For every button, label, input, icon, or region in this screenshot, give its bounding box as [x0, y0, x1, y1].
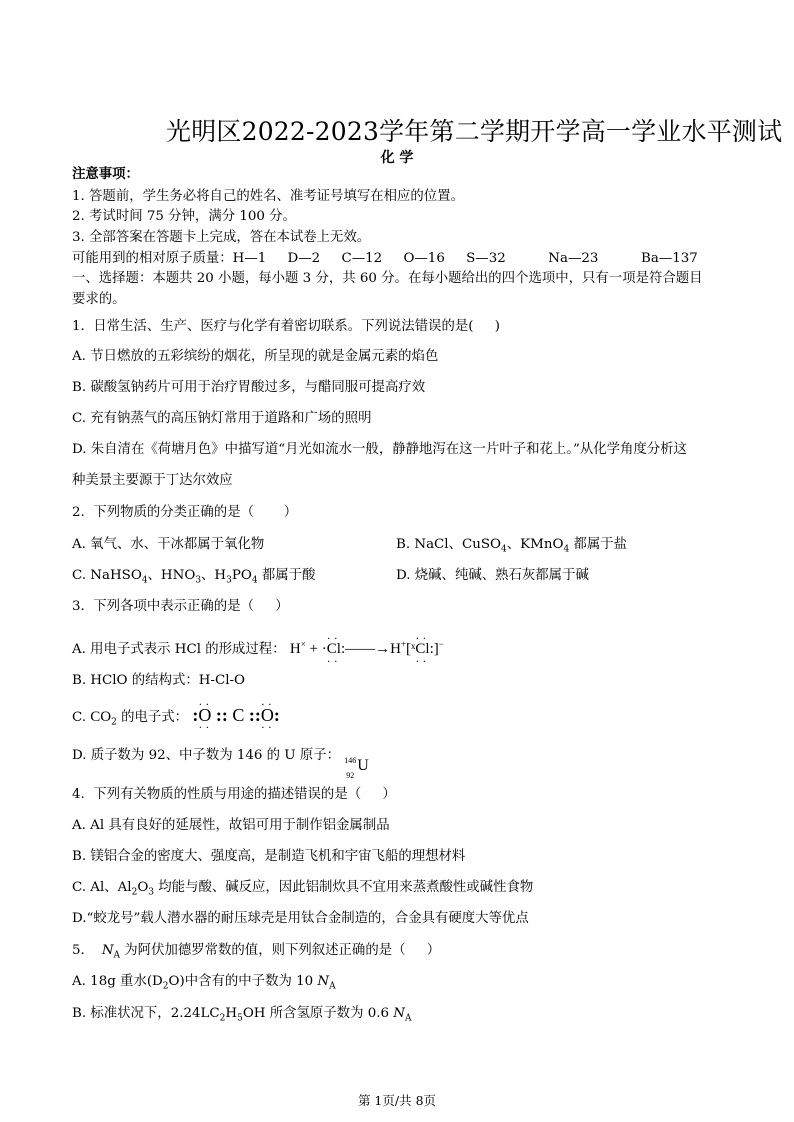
hcl-formation-equation: H× + ·· · Cl · ·:——→H+[ˣ· · Cl · ·:]− [290, 641, 444, 657]
co2-electron-formula: :· · O · · :: C ::· · O · ·: [192, 705, 280, 725]
question-5-option-a: A. 18g 重水$(D_2O)$中含有的中子数为 10 $N_A$ [72, 974, 336, 992]
question-1-option-b: B. 碳酸氢钠药片可用于治疗胃酸过多，与醋同服可提高疗效 [72, 380, 426, 395]
question-2-option-a: A. 氧气、水、干冰都属于氧化物 [72, 537, 265, 552]
question-1-option-d-cont: 种美景主要源于丁达尔效应 [72, 473, 233, 488]
question-2-option-d: D. 烧碱、纯碱、熟石灰都属于碱 [396, 568, 589, 583]
question-4-stem: 4. 下列有关物质的性质与用途的描述错误的是（ ） [72, 787, 396, 802]
question-3-option-c: C. $CO_2$ 的电子式： :· · O · · :: C ::· · O · ·: [72, 706, 280, 732]
question-1-option-a: A. 节日燃放的五彩缤纷的烟花，所呈现的就是金属元素的焰色 [72, 349, 439, 364]
question-2-option-b: B. NaCl、CuSO$_4$、KMnO$_4$ 都属于盐 [396, 537, 628, 555]
section-instructions: 一、选择题：本题共 20 小题，每小题 3 分，共 60 分。在每小题给出的四个选项中，只有一项是符合题目 [72, 271, 703, 286]
question-2-option-c: C. NaHSO$_4$、$HNO_3$、$H_3PO_4$ 都属于酸 [72, 568, 316, 586]
question-3-stem: 3. 下列各项中表示正确的是（ ） [72, 599, 289, 614]
exam-title: 光明区2022-2023学年第二学期开学高一学业水平测试 [166, 117, 783, 146]
question-3-option-d: D. 质子数为 92、中子数为 146 的 U 原子： 146 92 U [72, 748, 369, 780]
question-4-option-d: D.“蛟龙号”载人潜水器的耐压球壳是用钛合金制造的，合金具有硬度大等优点 [72, 911, 529, 926]
question-2-stem: 2. 下列物质的分类正确的是（ ） [72, 505, 298, 520]
question-4-option-c: C. Al、$Al_2O_3$ 均能与酸、碱反应，因此铝制炊具不宜用来蒸煮酸性或碱性食物 [72, 880, 534, 898]
question-4-option-a: A. Al 具有良好的延展性，故铝可用于制作铝金属制品 [72, 818, 390, 833]
notice-heading: 注意事项： [72, 167, 139, 182]
question-3-option-b: B. HClO 的结构式：H-Cl-O [72, 673, 245, 688]
question-1-option-d: D. 朱自清在《荷塘月色》中描写道“月光如流水一般，静静地泻在这一片叶子和花上。”从化学角度分析这 [72, 442, 687, 457]
section-instructions-cont: 要求的。 [72, 292, 126, 307]
page-footer: 第 1页/共 8页 [357, 1093, 437, 1108]
notice-item: 3. 全部答案在答题卡上完成，答在本试卷上无效。 [72, 230, 371, 245]
atomic-masses: 可能用到的相对原子质量：H—1 D—2 C—12 O—16 S—32 Na—23 Ba—137 [72, 251, 698, 266]
notice-item: 2. 考试时间 75 分钟，满分 100 分。 [72, 209, 296, 224]
question-3-option-a: A. 用电子式表示 HCl 的形成过程： H× + ·· · Cl · ·:——→H+[ˣ· · Cl · ·:]− [72, 635, 444, 659]
question-5-option-b: B. 标准状况下，$2.24LC_2H_5OH$ 所含氢原子数为 0.6 $N_A$ [72, 1006, 412, 1024]
question-5-stem: 5. $N_A$ 为阿伏加德罗常数的值，则下列叙述正确的是（ ） [72, 943, 441, 961]
notice-item: 1. 答题前，学生务必将自己的姓名、准考证号填写在相应的位置。 [72, 189, 464, 204]
subject-heading: 化 学 [380, 150, 414, 166]
question-4-option-b: B. 镁铝合金的密度大、强度高，是制造飞机和宇宙飞船的理想材料 [72, 849, 466, 864]
question-1-option-c: C. 充有钠蒸气的高压钠灯常用于道路和广场的照明 [72, 411, 372, 426]
question-1-stem: 1. 日常生活、生产、医疗与化学有着密切联系。下列说法错误的是( ) [72, 319, 500, 334]
